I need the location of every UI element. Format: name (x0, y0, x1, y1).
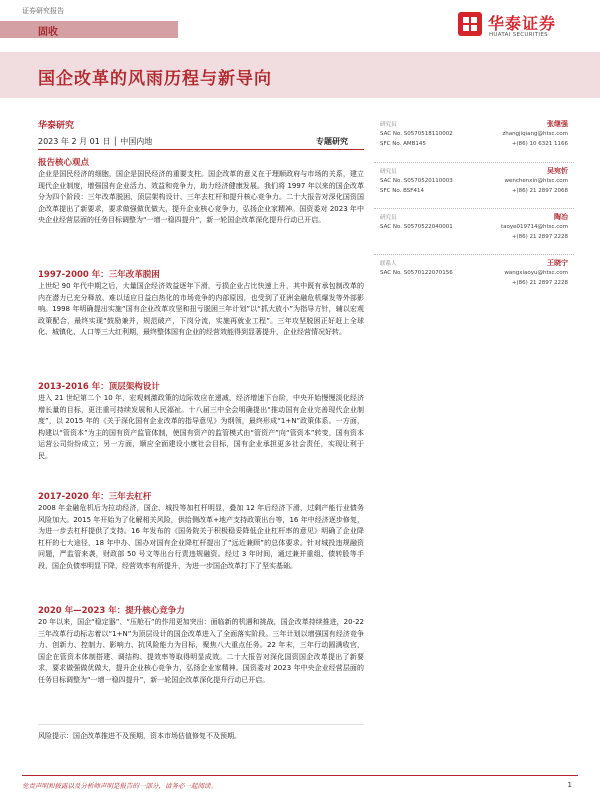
section-heading-1997: 1997-2000 年：三年改革脱困 (38, 270, 160, 280)
section-heading-2017: 2017-2020 年：三年去杠杆 (38, 492, 152, 502)
title-band (0, 52, 600, 98)
analyst-role: 研究员 (380, 215, 397, 221)
category-banner (0, 21, 178, 38)
report-type-label: 证券研究报告 (22, 7, 64, 15)
analyst-card (374, 162, 574, 208)
risk-divider (38, 724, 364, 725)
section-heading-core: 报告核心观点 (38, 158, 90, 168)
analyst-role: 研究员 (380, 169, 397, 175)
analyst-sac: SAC No. S0570518110002 (380, 131, 453, 137)
report-title: 国企改革的风雨历程与新导向 (38, 69, 272, 89)
analyst-phone: +(86) 21 2897 2228 (511, 234, 568, 240)
meta-divider (38, 149, 364, 150)
analyst-role: 联系人 (380, 261, 397, 267)
report-type: 专题研究 (316, 137, 348, 146)
section-body-core: 企业是国民经济的细胞，国企是国民经济的重要支柱。国企改革的意义在于理顺政府与市场的关系，建立现代企业制度，增强国有企业活力、效益和竞争力，助力经济健康发展。我们将 1997 年以来的国企改革分为四个阶段：三年改革脱困、顶层架构设计、三年去杠杆和提升核心竞争力。二十大报告对深化国资国企改革提出了新要求，要求做强做优做大，提升企业核心竞争力，弘扬企业家精神。国资委对 2023 年中央企业经营层面的任务目标调整为“一增一稳四提升”，新一轮国企改革深化提升行动已开启。 (38, 170, 364, 224)
analyst-role: 研究员 (380, 122, 397, 128)
analyst-sac: SAC No. S0570522040001 (380, 224, 453, 230)
analyst-email[interactable]: wangxiaoyu@htsc.com (504, 270, 568, 276)
logo-subtext: HUATAI SECURITIES (489, 32, 548, 38)
date-line: 2023 年 2 月 01 日 │ 中国内地 (38, 137, 153, 146)
footer-divider (22, 775, 578, 776)
logo-mark-icon (458, 12, 482, 36)
company-logo (458, 10, 578, 44)
analyst-email[interactable]: wenchenxin@htsc.com (504, 178, 568, 184)
analyst-sac: SAC No. S0570122070156 (380, 270, 453, 276)
page-number: 1 (567, 781, 572, 789)
analyst-name: 张继强 (547, 120, 568, 128)
analyst-phone: +(86) 21 2897 2068 (511, 188, 568, 194)
logo-text: 华泰证券 (488, 14, 557, 33)
analyst-name: 陶冶 (554, 213, 568, 221)
analyst-card (374, 116, 574, 162)
analyst-sac: SAC No. S0570520110003 (380, 178, 453, 184)
risk-warning: 风险提示：国企改革推进不及预期，资本市场估值修复不及预期。 (38, 732, 241, 740)
section-body-1997: 上世纪 90 年代中期之后，大量国企经济效益逐年下滑，亏损企业占比快速上升，其中既有承包制改革的内在潜力已充分释放、难以适应日益白热化的市场竞争的内部原因，也受到了亚洲金融危机爆发等外部影响。1998 年明确提出实施“国有企业改革攻坚和扭亏脱困三年计划”以“抓大放小”为指导方针，辅以宏观政策配合，最终实现“鼓励兼并，规范破产，下岗分流，实施再就业工程”。三年攻坚脱困正好赶上全球化、城镇化、人口等三大红利期，最终整体国有企业的经营效能得到显著提升，企业经营情况好转。 (38, 282, 364, 336)
section-body-2013: 进入 21 世纪第二个 10 年，宏观刺激政策的边际效应在递减，经济增速下台阶，中央开始慢慢淡化经济增长量的目标，更注重可持续发展和人民福祉。十八届三中全会明确提出“推动国有企业完善现代企业制度”，以 2015 年的《关于深化国有企业改革的指导意见》为纲领，最终形成“1+N”政策体系。一方面，构建以“管资本”为主的国有资产监管体制，使国有资产的监管模式由“管资产”向“管资本”转变，国有资本运营公司纷纷成立；另一方面，顺应全面建设小康社会目标，国有企业承担更多社会责任，实现让利于民。 (38, 394, 364, 460)
analyst-email[interactable]: zhangjiqiang@htsc.com (502, 131, 568, 137)
analyst-phone: +(86) 10 6321 1166 (511, 141, 568, 147)
section-heading-2020: 2020 年—2023 年：提升核心竞争力 (38, 606, 185, 616)
analyst-phone: +(86) 21 2897 2228 (511, 280, 568, 286)
analyst-card (374, 208, 574, 254)
analyst-sfc: SFC No. AMB145 (380, 141, 426, 147)
section-heading-2013: 2013-2016 年：顶层架构设计 (38, 382, 160, 392)
org-name: 华泰研究 (38, 121, 75, 131)
analyst-sfc: SFC No. BSF414 (380, 188, 424, 194)
analyst-name: 吴宛忻 (547, 167, 568, 175)
analyst-card (374, 254, 574, 300)
analyst-panel (374, 116, 574, 300)
section-body-2017: 2008 年金融危机后为拉动经济，国企、城投等加杠杆明显，叠加 12 年后经济下滑，过剩产能行业债务风险加大。2015 年开始为了化解相关风险，供给侧改革+地产支持政策出台等，16 年中经济逐步修复，为进一步去杠杆提供了支持。16 年发布的《国务院关于积极稳妥降低企业杠杆率的意见》明确了企业降杠杆的七大途径，18 年中办、国办对国有企业降杠杆提出了“远近兼顾”的总体要求。针对城投违规融资问题，严监管来袭，财政部 50 号文等出台行责违规融资。经过 3 年时间，通过兼并重组、债转股等手段，国企负债率明显下降，经营效率有所提升，为进一步国企改革打下了坚实基础。 (38, 504, 364, 570)
section-body-2020: 20 年以来，国企“稳定器”、“压舱石”的作用更加突出：面临新的机遇和挑战，国企改革持续推进，20-22 三年改革行动标志着以“1+N”为顶层设计的国企改革进入了全面落实阶段。三年计划以增强国有经济竞争力、创新力、控制力、影响力、抗风险能力为目标，聚焦八大重点任务。22 年末，三年行动圆满收官，国企在管资本体制搭建、调结构、提效率等取得明显成效。二十大报告对深化国资国企改革提出了新要求，要求做强做优做大，提升企业核心竞争力，弘扬企业家精神。国资委对 2023 年中央企业经营层面的任务目标调整为“一增一稳四提升”，新一轮国企改革深化提升行动已开启。 (38, 618, 364, 684)
analyst-name: 王晓宁 (547, 259, 568, 267)
analyst-email[interactable]: taoye019714@htsc.com (500, 224, 568, 230)
disclaimer: 免责声明和披露以及分析师声明是报告的一部分，请务必一起阅读。 (22, 782, 217, 790)
category-label: 固收 (38, 27, 58, 38)
